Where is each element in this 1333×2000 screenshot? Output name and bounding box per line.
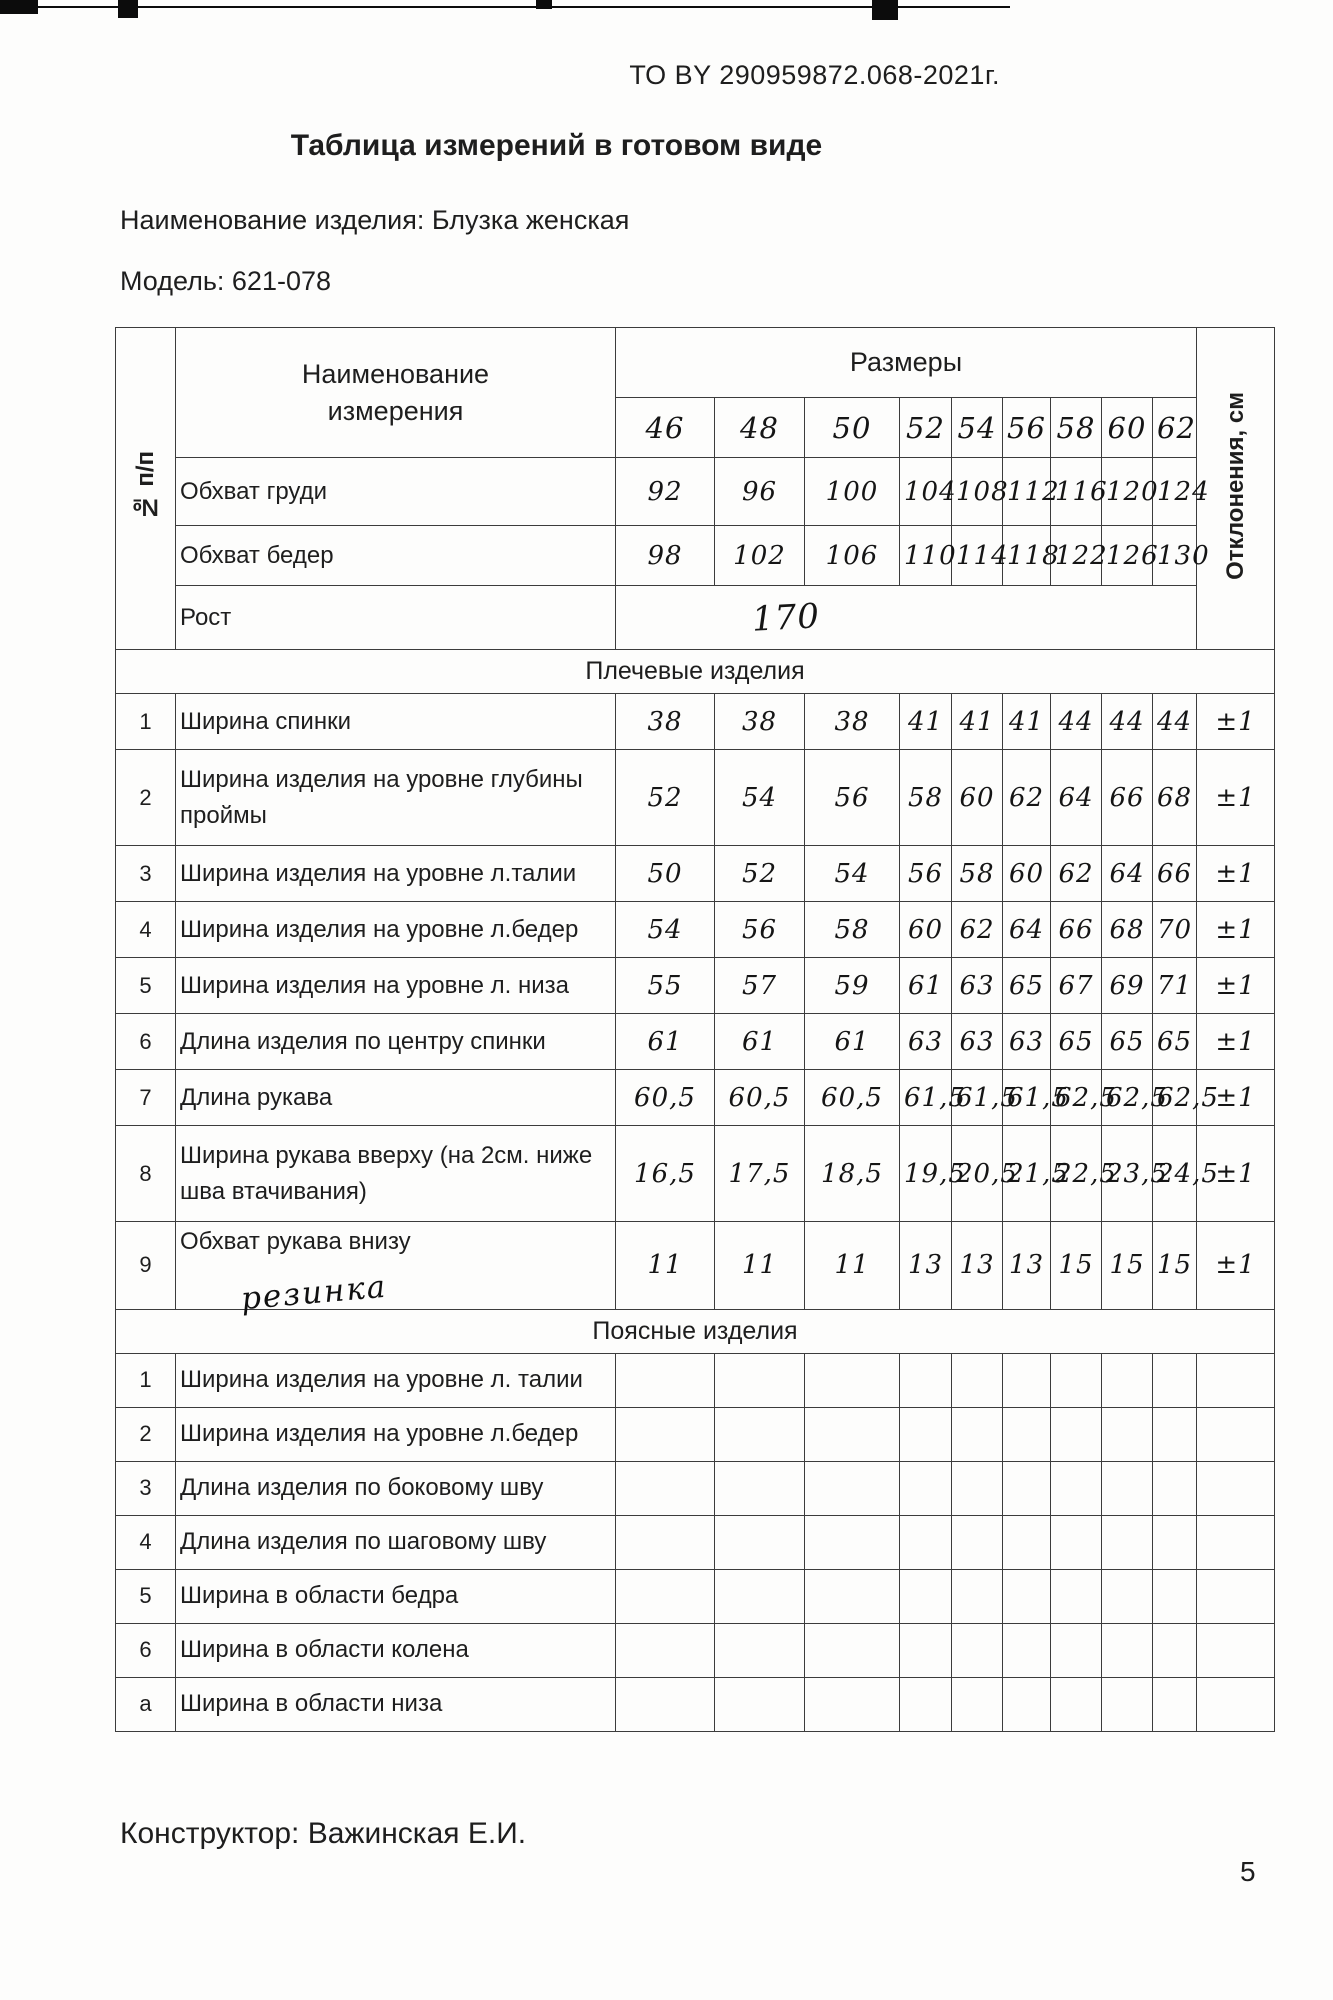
height-value: 170	[616, 586, 1197, 650]
measurement-value: 66	[1153, 846, 1197, 902]
size-value: 62	[1153, 398, 1197, 458]
measurement-value	[1051, 1677, 1102, 1731]
measurement-label	[176, 1222, 616, 1318]
measurement-value: 61	[805, 1014, 900, 1070]
measurement-value	[805, 1623, 900, 1677]
table-row	[116, 1623, 1275, 1677]
measurement-value: 62	[1003, 750, 1051, 846]
row-number: 2	[116, 1407, 176, 1461]
measurement-value: 44	[1153, 694, 1197, 750]
table-row	[116, 1014, 1275, 1070]
measurement-value: 61,5	[1003, 1070, 1051, 1126]
deviation-value	[1197, 1461, 1275, 1515]
measurement-label: Ширина спинки	[176, 694, 616, 750]
hip-girth-value: 126	[1102, 526, 1153, 586]
measurement-value: 68	[1153, 750, 1197, 846]
measurement-value: 71	[1153, 958, 1197, 1014]
size-value: 52	[900, 398, 952, 458]
measurement-value	[715, 1353, 805, 1407]
measurement-value	[1003, 1407, 1051, 1461]
row-number: 6	[116, 1623, 176, 1677]
size-value: 60	[1102, 398, 1153, 458]
measurement-value: 60	[1003, 846, 1051, 902]
measurement-value	[1102, 1569, 1153, 1623]
measurement-value	[952, 1515, 1003, 1569]
bust-girth-value: 124	[1153, 458, 1197, 526]
hip-girth-value: 102	[715, 526, 805, 586]
measurement-value: 24,5	[1153, 1126, 1197, 1222]
measurement-value	[1102, 1677, 1153, 1731]
measurement-value	[1102, 1353, 1153, 1407]
measurement-value: 58	[805, 902, 900, 958]
deviation-header-label: Отклонения, см	[1221, 392, 1249, 580]
bust-girth-value: 112	[1003, 458, 1051, 526]
measurement-value: 18,5	[805, 1126, 900, 1222]
measurement-value: 61,5	[900, 1070, 952, 1126]
table-row	[116, 526, 1275, 586]
page-title: Таблица измерений в готовом виде	[290, 129, 823, 162]
measurement-value: 62	[1051, 846, 1102, 902]
measurement-value	[805, 1461, 900, 1515]
measurement-value: 54	[805, 846, 900, 902]
table-row	[116, 1407, 1275, 1461]
row-number: 9	[116, 1222, 176, 1310]
measurement-value: 63	[900, 1014, 952, 1070]
measurement-value: 22,5	[1051, 1126, 1102, 1222]
measurement-value: 11	[616, 1222, 715, 1310]
measurement-value: 13	[1003, 1222, 1051, 1310]
row-number: 7	[116, 1070, 176, 1126]
measurement-value	[900, 1623, 952, 1677]
hip-girth-value: 106	[805, 526, 900, 586]
measurement-value: 64	[1003, 902, 1051, 958]
measurement-value: 66	[1102, 750, 1153, 846]
measurement-value	[1153, 1353, 1197, 1407]
measurement-label: Ширина в области низа	[176, 1677, 616, 1731]
measurement-value: 38	[715, 694, 805, 750]
table-row	[116, 1070, 1275, 1126]
hip-girth-value: 130	[1153, 526, 1197, 586]
measurement-value: 60,5	[616, 1070, 715, 1126]
deviation-value: ±1	[1197, 694, 1275, 750]
measurement-value: 60,5	[805, 1070, 900, 1126]
measurement-name-header-line2: измерения	[327, 395, 464, 426]
measurement-value	[715, 1569, 805, 1623]
measurement-value: 69	[1102, 958, 1153, 1014]
measurement-value: 38	[616, 694, 715, 750]
measurement-value	[952, 1353, 1003, 1407]
deviation-value: ±1	[1197, 958, 1275, 1014]
row-number-column-header	[116, 328, 176, 650]
measurement-value: 63	[1003, 1014, 1051, 1070]
table-row	[116, 1353, 1275, 1407]
table-row	[116, 902, 1275, 958]
deviation-value: ±1	[1197, 1222, 1275, 1310]
measurement-value	[1102, 1461, 1153, 1515]
table-row	[116, 958, 1275, 1014]
measurement-value: 44	[1102, 694, 1153, 750]
deviation-value	[1197, 1569, 1275, 1623]
measurement-name-header-line1: Наименование	[301, 359, 490, 390]
row-number: 2	[116, 750, 176, 846]
row-number: 3	[116, 846, 176, 902]
measurement-value	[805, 1515, 900, 1569]
measurement-label: Ширина изделия на уровне л. низа	[176, 958, 616, 1014]
measurement-value	[1003, 1353, 1051, 1407]
row-number: 1	[116, 694, 176, 750]
table-row	[116, 694, 1275, 750]
measurement-value	[1153, 1623, 1197, 1677]
measurement-value: 62,5	[1051, 1070, 1102, 1126]
hip-girth-value: 110	[900, 526, 952, 586]
measurement-value	[616, 1353, 715, 1407]
measurement-value	[616, 1623, 715, 1677]
deviation-value	[1197, 1623, 1275, 1677]
measurements-table	[115, 327, 1275, 1732]
measurement-value	[616, 1569, 715, 1623]
measurement-value: 44	[1051, 694, 1102, 750]
measurement-value	[1102, 1623, 1153, 1677]
row-number: 1	[116, 1353, 176, 1407]
measurement-value	[1051, 1569, 1102, 1623]
measurement-value: 59	[805, 958, 900, 1014]
deviation-value: ±1	[1197, 1126, 1275, 1222]
table-row	[116, 586, 1275, 650]
measurement-value: 15	[1153, 1222, 1197, 1310]
measurement-value	[805, 1569, 900, 1623]
size-value: 48	[715, 398, 805, 458]
measurement-value: 15	[1102, 1222, 1153, 1310]
measurement-value	[616, 1407, 715, 1461]
measurement-value: 65	[1003, 958, 1051, 1014]
deviation-value	[1197, 1677, 1275, 1731]
measurement-value: 65	[1153, 1014, 1197, 1070]
measurement-value: 23,5	[1102, 1126, 1153, 1222]
measurement-value: 58	[952, 846, 1003, 902]
measurement-value: 67	[1051, 958, 1102, 1014]
measurement-value: 41	[952, 694, 1003, 750]
page-number: 5	[1240, 1856, 1256, 1887]
designer-line: Конструктор: Важинская Е.И.	[120, 1816, 527, 1850]
measurement-value	[1051, 1623, 1102, 1677]
measurement-value	[1153, 1461, 1197, 1515]
measurement-value	[1153, 1569, 1197, 1623]
deviation-value	[1197, 1515, 1275, 1569]
deviation-value: ±1	[1197, 750, 1275, 846]
measurement-value: 62,5	[1153, 1070, 1197, 1126]
row-number: 8	[116, 1126, 176, 1222]
measurement-label: Обхват бедер	[176, 526, 616, 586]
size-value: 58	[1051, 398, 1102, 458]
measurement-value	[952, 1623, 1003, 1677]
bust-girth-value: 92	[616, 458, 715, 526]
table-row	[116, 750, 1275, 846]
row-number: 5	[116, 1569, 176, 1623]
measurement-value: 56	[715, 902, 805, 958]
measurement-value	[715, 1515, 805, 1569]
measurement-value: 61	[715, 1014, 805, 1070]
measurement-label: Ширина в области бедра	[176, 1569, 616, 1623]
measurement-value: 66	[1051, 902, 1102, 958]
product-name-line: Наименование изделия: Блузка женская	[120, 205, 630, 235]
measurement-label: Ширина изделия на уровне л.бедер	[176, 1407, 616, 1461]
row-number: 3	[116, 1461, 176, 1515]
deviation-value: ±1	[1197, 902, 1275, 958]
measurement-label: Рост	[176, 586, 616, 650]
measurement-value: 52	[616, 750, 715, 846]
hip-girth-value: 118	[1003, 526, 1051, 586]
table-row	[116, 458, 1275, 526]
section-title: Плечевые изделия	[116, 650, 1275, 694]
row-number: 4	[116, 902, 176, 958]
measurement-label: Длина изделия по шаговому шву	[176, 1515, 616, 1569]
measurement-value	[952, 1461, 1003, 1515]
measurement-label: Обхват груди	[176, 458, 616, 526]
measurement-value	[1003, 1569, 1051, 1623]
measurement-value: 62,5	[1102, 1070, 1153, 1126]
measurement-value: 54	[715, 750, 805, 846]
measurement-value: 52	[715, 846, 805, 902]
table-row	[116, 1569, 1275, 1623]
measurement-value	[900, 1677, 952, 1731]
scan-artifact	[872, 0, 898, 20]
measurement-label-text: Обхват рукава внизу	[180, 1228, 411, 1255]
measurement-value	[1102, 1407, 1153, 1461]
measurement-value: 65	[1102, 1014, 1153, 1070]
row-number: a	[116, 1677, 176, 1731]
measurement-value: 63	[952, 1014, 1003, 1070]
measurement-value: 68	[1102, 902, 1153, 958]
measurement-value: 60,5	[715, 1070, 805, 1126]
sizes-group-header: Размеры	[616, 328, 1197, 398]
bust-girth-value: 96	[715, 458, 805, 526]
hip-girth-value: 114	[952, 526, 1003, 586]
row-number-header-label: № п/п	[131, 451, 159, 521]
size-value: 46	[616, 398, 715, 458]
table-row	[116, 1222, 1275, 1310]
measurement-value	[1153, 1515, 1197, 1569]
measurement-value	[1051, 1353, 1102, 1407]
table-header-row	[116, 328, 1275, 398]
section-header-row	[116, 650, 1275, 694]
measurement-value: 61	[616, 1014, 715, 1070]
bust-girth-value: 108	[952, 458, 1003, 526]
size-value: 54	[952, 398, 1003, 458]
measurement-value: 13	[900, 1222, 952, 1310]
scan-artifact	[118, 0, 138, 18]
measurement-value	[805, 1677, 900, 1731]
deviation-value	[1197, 1353, 1275, 1407]
table-row	[116, 1515, 1275, 1569]
bust-girth-value: 116	[1051, 458, 1102, 526]
table-row	[116, 1461, 1275, 1515]
measurement-value	[715, 1623, 805, 1677]
measurement-value	[1003, 1677, 1051, 1731]
measurement-value	[616, 1461, 715, 1515]
measurement-value	[715, 1677, 805, 1731]
measurement-value: 60	[952, 750, 1003, 846]
measurement-value: 63	[952, 958, 1003, 1014]
measurement-value: 64	[1102, 846, 1153, 902]
measurement-value	[1153, 1677, 1197, 1731]
measurement-value: 16,5	[616, 1126, 715, 1222]
measurement-label: Ширина изделия на уровне глубины проймы	[176, 750, 616, 846]
measurement-value: 17,5	[715, 1126, 805, 1222]
measurement-value	[1003, 1623, 1051, 1677]
measurement-label: Ширина изделия на уровне л. талии	[176, 1353, 616, 1407]
measurement-value	[805, 1407, 900, 1461]
scan-artifact	[0, 6, 1010, 8]
measurement-value	[715, 1461, 805, 1515]
measurement-value: 56	[805, 750, 900, 846]
measurement-value	[952, 1407, 1003, 1461]
measurement-value: 57	[715, 958, 805, 1014]
measurement-value: 19,5	[900, 1126, 952, 1222]
measurement-value	[900, 1461, 952, 1515]
measurement-value	[952, 1677, 1003, 1731]
measurement-value: 54	[616, 902, 715, 958]
measurement-label: Ширина изделия на уровне л.бедер	[176, 902, 616, 958]
measurement-value: 21,5	[1003, 1126, 1051, 1222]
measurement-value: 70	[1153, 902, 1197, 958]
measurement-value: 58	[900, 750, 952, 846]
measurement-value: 55	[616, 958, 715, 1014]
measurement-value	[805, 1353, 900, 1407]
row-number: 5	[116, 958, 176, 1014]
row-number: 4	[116, 1515, 176, 1569]
measurement-label: Длина изделия по центру спинки	[176, 1014, 616, 1070]
measurement-label: Длина изделия по боковому шву	[176, 1461, 616, 1515]
measurement-name-header	[176, 328, 616, 458]
deviation-value: ±1	[1197, 1070, 1275, 1126]
bust-girth-value: 100	[805, 458, 900, 526]
measurement-value: 64	[1051, 750, 1102, 846]
hip-girth-value: 122	[1051, 526, 1102, 586]
bust-girth-value: 120	[1102, 458, 1153, 526]
measurement-value	[1003, 1461, 1051, 1515]
measurement-value: 41	[900, 694, 952, 750]
measurement-value	[952, 1569, 1003, 1623]
hip-girth-value: 98	[616, 526, 715, 586]
measurement-value: 61	[900, 958, 952, 1014]
measurement-value	[1051, 1407, 1102, 1461]
measurement-value	[900, 1569, 952, 1623]
size-value: 56	[1003, 398, 1051, 458]
measurement-value: 65	[1051, 1014, 1102, 1070]
measurement-value: 61,5	[952, 1070, 1003, 1126]
measurement-value: 38	[805, 694, 900, 750]
measurement-value: 56	[900, 846, 952, 902]
measurement-value	[900, 1353, 952, 1407]
measurement-label: Ширина рукава вверху (на 2см. ниже шва втачивания)	[176, 1126, 616, 1222]
table-row	[116, 846, 1275, 902]
measurement-label: Длина рукава	[176, 1070, 616, 1126]
measurement-value: 20,5	[952, 1126, 1003, 1222]
measurement-value: 50	[616, 846, 715, 902]
measurement-value: 11	[805, 1222, 900, 1310]
measurement-value	[1153, 1407, 1197, 1461]
handwritten-annotation: резинка	[239, 1268, 389, 1318]
measurement-value	[900, 1407, 952, 1461]
size-value: 50	[805, 398, 900, 458]
measurement-value	[616, 1515, 715, 1569]
table-row	[116, 1677, 1275, 1731]
measurement-value: 41	[1003, 694, 1051, 750]
table-row	[116, 1126, 1275, 1222]
measurement-value	[1003, 1515, 1051, 1569]
measurement-value	[1051, 1461, 1102, 1515]
document-reference: ТО BY 290959872.068-2021г.	[629, 60, 1000, 90]
measurement-value: 13	[952, 1222, 1003, 1310]
measurement-value: 60	[900, 902, 952, 958]
measurement-value: 15	[1051, 1222, 1102, 1310]
measurement-label: Ширина изделия на уровне л.талии	[176, 846, 616, 902]
measurement-value	[900, 1515, 952, 1569]
bust-girth-value: 104	[900, 458, 952, 526]
model-line: Модель: 621-078	[120, 266, 332, 296]
measurement-value	[1102, 1515, 1153, 1569]
measurement-value	[715, 1407, 805, 1461]
row-number: 6	[116, 1014, 176, 1070]
deviation-value: ±1	[1197, 1014, 1275, 1070]
measurement-value: 62	[952, 902, 1003, 958]
deviation-value: ±1	[1197, 846, 1275, 902]
measurement-value	[616, 1677, 715, 1731]
section-title: Поясные изделия	[116, 1309, 1275, 1353]
measurement-value: 11	[715, 1222, 805, 1310]
measurement-value	[1051, 1515, 1102, 1569]
measurement-label: Ширина в области колена	[176, 1623, 616, 1677]
deviation-value	[1197, 1407, 1275, 1461]
